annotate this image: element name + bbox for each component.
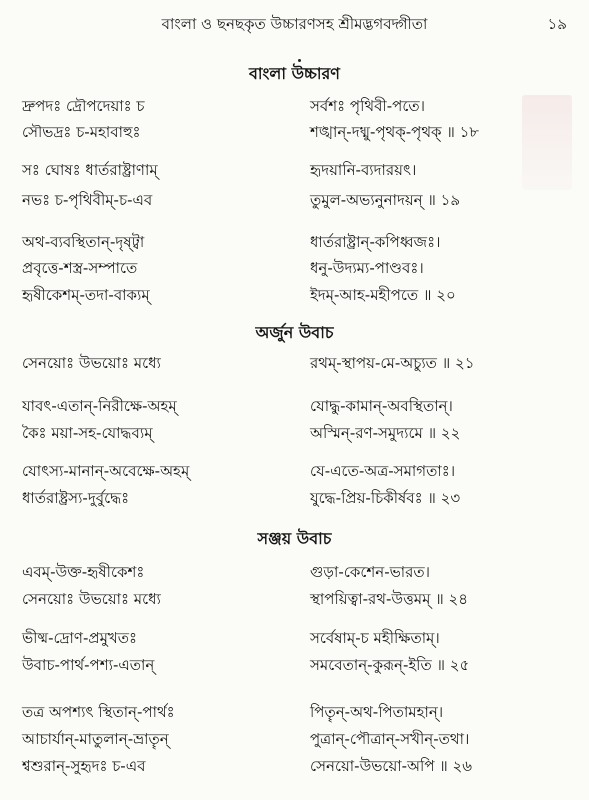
verse-22-right-line-1: যোদ্ধু-কামান্-অবস্থিতান্।	[310, 397, 453, 415]
verse-24-left-line-1: এবম্-উক্ত-হৃষীকেশঃ	[22, 563, 145, 581]
verse-26-right-line-1: পিতৄন্-অথ-পিতামহান্।	[310, 703, 444, 721]
verse-18-right-line-1: সর্বশঃ পৃথিবী-পতে।	[310, 97, 425, 115]
verse-20-left-line-3: হৃষীকেশম্-তদা-বাক্যম্	[22, 286, 150, 304]
verse-25-left-line-1: ভীষ্ম-দ্রোণ-প্রমুখতঃ	[22, 629, 138, 647]
verse-22-left-line-1: যাবৎ-এতান্-নিরীক্ষে-অহম্	[22, 397, 177, 415]
verse-26-right-line-2: পুত্রান্-পৌত্রান্-সখীন্-তথা।	[310, 730, 470, 748]
verse-18-left-line-2: সৌভদ্রঃ চ-মহাবাহুঃ	[22, 123, 141, 141]
verse-26-right-line-3: সেনয়ো-উভয়ো-অপি ॥ ২৬	[310, 757, 473, 775]
verse-19-right-line-2: তুমুল-অভ্যনুনাদয়ন্ ॥ ১৯	[310, 191, 461, 209]
verse-25-right-line-2: সমবেতান্-কুরূন্-ইতি ॥ ২৫	[310, 656, 470, 674]
verse-23-left-line-2: ধার্তরাষ্ট্রস্য-দুর্বুদ্ধেঃ	[22, 489, 130, 507]
verse-23-right-line-2: যুদ্ধে-প্রিয়-চিকীর্ষবঃ ॥ ২৩	[310, 489, 461, 507]
verse-20-right-line-1: ধার্তরাষ্ট্রান্-কপিধ্বজঃ।	[310, 233, 441, 251]
running-header-title: বাংলা ও ছনছকৃত উচ্চারণসহ শ্রীমদ্ভগবদ্গীতা	[161, 15, 428, 33]
section-heading-bangla-uccharan: বাংলা উচ্চারণ	[249, 64, 340, 83]
verse-22-left-line-2: কৈঃ ময়া-সহ-যোদ্ধব্যম্	[22, 424, 153, 442]
verse-19-left-line-1: সঃ ঘোষঃ ধার্তরাষ্ট্রাণাম্	[22, 161, 158, 179]
verse-21-right-line-1: রথম্-স্থাপয়-মে-অচ্যুত ॥ ২১	[310, 354, 475, 372]
verse-26-left-line-2: আচার্যান্-মাতুলান্-ভ্রাতৄন্	[22, 730, 169, 748]
section-heading-arjuna-uvaca: অর্জুন উবাচ	[255, 323, 334, 342]
verse-20-right-line-2: ধনু-উদ্যম্য-পাণ্ডবঃ।	[310, 259, 424, 277]
verse-19-right-line-1: হৃদয়ানি-ব্যদারয়ৎ।	[310, 161, 417, 179]
page-number: ১৯	[547, 15, 567, 33]
verse-21-left-line-1: সেনয়োঃ উভয়োঃ মধ্যে	[22, 354, 161, 372]
verse-24-right-line-2: স্থাপয়িত্বা-রথ-উত্তমম্ ॥ ২৪	[310, 590, 468, 608]
verse-25-left-line-2: উবাচ-পার্থ-পশ্য-এতান্	[22, 656, 155, 674]
verse-26-left-line-1: তত্র অপশ্যৎ স্থিতান্-পার্থঃ	[22, 703, 175, 721]
verse-19-left-line-2: নভঃ চ-পৃথিবীম্-চ-এব	[22, 191, 153, 209]
section-heading-sanjaya-uvaca: সঞ্জয় উবাচ	[257, 529, 332, 548]
verse-24-left-line-2: সেনয়োঃ উভয়োঃ মধ্যে	[22, 590, 161, 608]
verse-25-right-line-1: সর্বেষাম্-চ মহীক্ষিতাম্।	[310, 629, 440, 647]
verse-23-right-line-1: যে-এতে-অত্র-সমাগতাঃ।	[310, 462, 456, 480]
verse-20-right-line-3: ইদম্-আহ-মহীপতে ॥ ২০	[310, 286, 456, 304]
decorative-dot	[298, 59, 301, 62]
verse-18-left-line-1: দ্রুপদঃ দ্রৌপদেয়াঃ চ	[22, 97, 145, 115]
verse-24-right-line-1: গুড়া-কেশেন-ভারত।	[310, 563, 431, 581]
verse-20-left-line-2: প্রবৃত্তে-শস্ত্র-সম্পাতে	[22, 259, 138, 277]
verse-20-left-line-1: অথ-ব্যবস্থিতান্-দৃষ্ট্বা	[22, 233, 145, 251]
bleed-through-mark	[522, 95, 572, 190]
verse-26-left-line-3: শ্বশুরান্-সুহৃদঃ চ-এব	[22, 757, 146, 775]
verse-23-left-line-1: যোৎস্য-মানান্-অবেক্ষে-অহম্	[22, 462, 190, 480]
verse-18-right-line-2: শঙ্খান্-দধ্মু-পৃথক্-পৃথক্ ॥ ১৮	[310, 123, 480, 141]
verse-22-right-line-2: অস্মিন্-রণ-সমুদ্যমে ॥ ২২	[310, 424, 461, 442]
